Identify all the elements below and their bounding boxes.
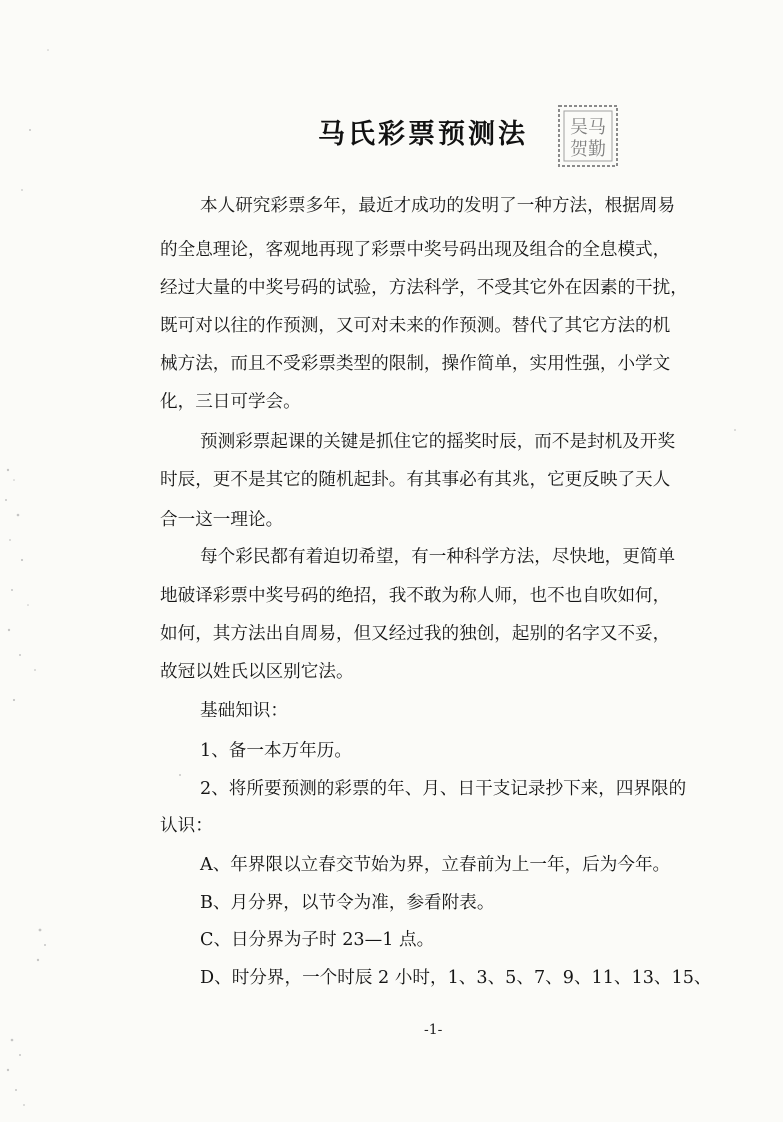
p1-line-3: 经过大量的中奖号码的试验，方法科学，不受其它外在因素的干扰， bbox=[160, 278, 688, 298]
p1-line-1: 本人研究彩票多年，最近才成功的发明了一种方法，根据周易 bbox=[200, 196, 676, 216]
p2-line-2: 时辰，更不是其它的随机起卦。有其事必有其兆，它更反映了天人 bbox=[160, 470, 671, 490]
p1-line-2: 的全息理论，客观地再现了彩票中奖号码出现及组合的全息模式， bbox=[160, 240, 671, 260]
p1-line-5: 械方法，而且不受彩票类型的限制，操作简单，实用性强，小学文 bbox=[160, 354, 671, 374]
item-c: C、日分界为子时 23—1 点。 bbox=[200, 930, 435, 950]
item-1: 1、备一本万年历。 bbox=[200, 741, 352, 761]
item-d: D、时分界，一个时辰 2 小时，1、3、5、7、9、11、13、15、 bbox=[200, 968, 712, 988]
p3-line-4: 故冠以姓氏以区别它法。 bbox=[160, 662, 354, 682]
seal-text-top: 吴马 bbox=[570, 117, 606, 138]
item-b: B、月分界，以节令为准，参看附表。 bbox=[200, 893, 495, 913]
p3-line-1: 每个彩民都有着迫切希望，有一种科学方法，尽快地，更简单 bbox=[200, 547, 676, 567]
p1-line-4: 既可对以往的作预测，又可对未来的作预测。替代了其它方法的机 bbox=[160, 316, 671, 336]
item-2-line-2: 认识： bbox=[160, 816, 213, 836]
p1-line-6: 化，三日可学会。 bbox=[160, 392, 301, 412]
seal-text-bottom: 贺勤 bbox=[570, 139, 606, 160]
p3-line-2: 地破译彩票中奖号码的绝招，我不敢为称人师，也不也自吹如何， bbox=[160, 586, 671, 606]
item-a: A、年界限以立春交节始为界，立春前为上一年，后为今年。 bbox=[200, 855, 671, 875]
item-2-line-1: 2、将所要预测的彩票的年、月、日干支记录抄下来，四界限的 bbox=[200, 779, 687, 799]
basics-heading: 基础知识： bbox=[200, 701, 288, 721]
page-number: -1- bbox=[424, 1022, 443, 1038]
seal-stamp bbox=[556, 103, 620, 169]
p2-line-3: 合一这一理论。 bbox=[160, 510, 284, 530]
p2-line-1: 预测彩票起课的关键是抓住它的摇奖时辰，而不是封机及开奖 bbox=[200, 432, 676, 452]
p3-line-3: 如何，其方法出自周易，但又经过我的独创，起别的名字又不妥， bbox=[160, 624, 671, 644]
document-title: 马氏彩票预测法 bbox=[318, 119, 528, 150]
